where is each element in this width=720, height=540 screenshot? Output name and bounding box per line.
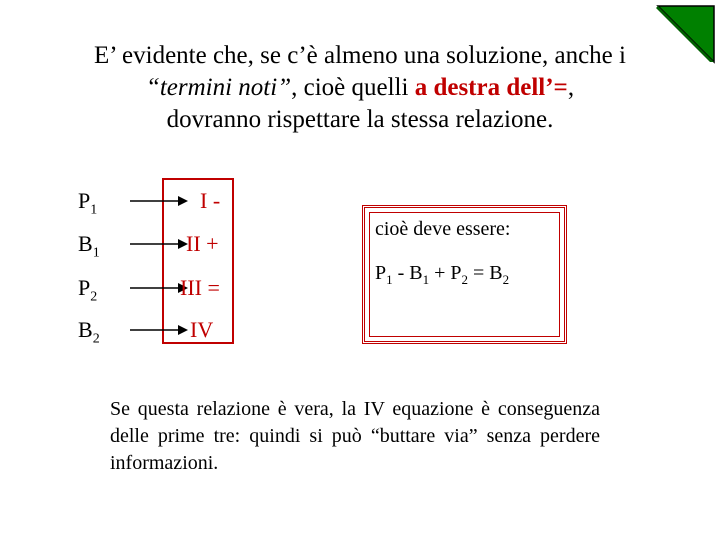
row-label-b1: $B_1$ bbox=[78, 231, 100, 261]
conclusion-note: Se questa relazione è vera, la IV equazione è conseguenza delle prime tre: quindi si può “buttare via” senza perdere informazioni. bbox=[110, 398, 600, 474]
title-line-1: E’ evidente che, se c’è almeno una soluzione, anche i bbox=[94, 42, 626, 69]
title-line-3: dovranno rispettare la stessa relazione. bbox=[166, 106, 554, 133]
right-arrow-icon bbox=[130, 195, 188, 207]
operator-iv: IV bbox=[190, 317, 214, 342]
row-label-b2: $B_2$ bbox=[78, 317, 100, 347]
slide-title bbox=[30, 40, 690, 136]
operator-i: I - bbox=[200, 188, 221, 213]
operator-iii: III = bbox=[180, 275, 220, 300]
row-label-p2: $P_2$ bbox=[78, 275, 98, 305]
row-label-p1: $P_1$ bbox=[78, 188, 98, 218]
right-arrow-icon bbox=[130, 238, 188, 250]
title-italic-phrase: “termini noti” bbox=[145, 74, 292, 101]
right-arrow-icon bbox=[130, 324, 188, 336]
title-end-text: , bbox=[567, 74, 575, 101]
title-line-2 bbox=[30, 72, 690, 104]
title-red-phrase: a destra dell’= bbox=[414, 74, 568, 101]
title-mid-text: , cioè quelli bbox=[291, 74, 415, 101]
relation-equation: $P_1 - B_1 + P_2 = B_2$ bbox=[375, 262, 510, 287]
green-triangle-icon bbox=[656, 4, 716, 64]
operator-ii: II + bbox=[186, 231, 219, 256]
relation-box bbox=[362, 205, 567, 344]
relation-intro: cioè deve essere: bbox=[375, 218, 511, 240]
